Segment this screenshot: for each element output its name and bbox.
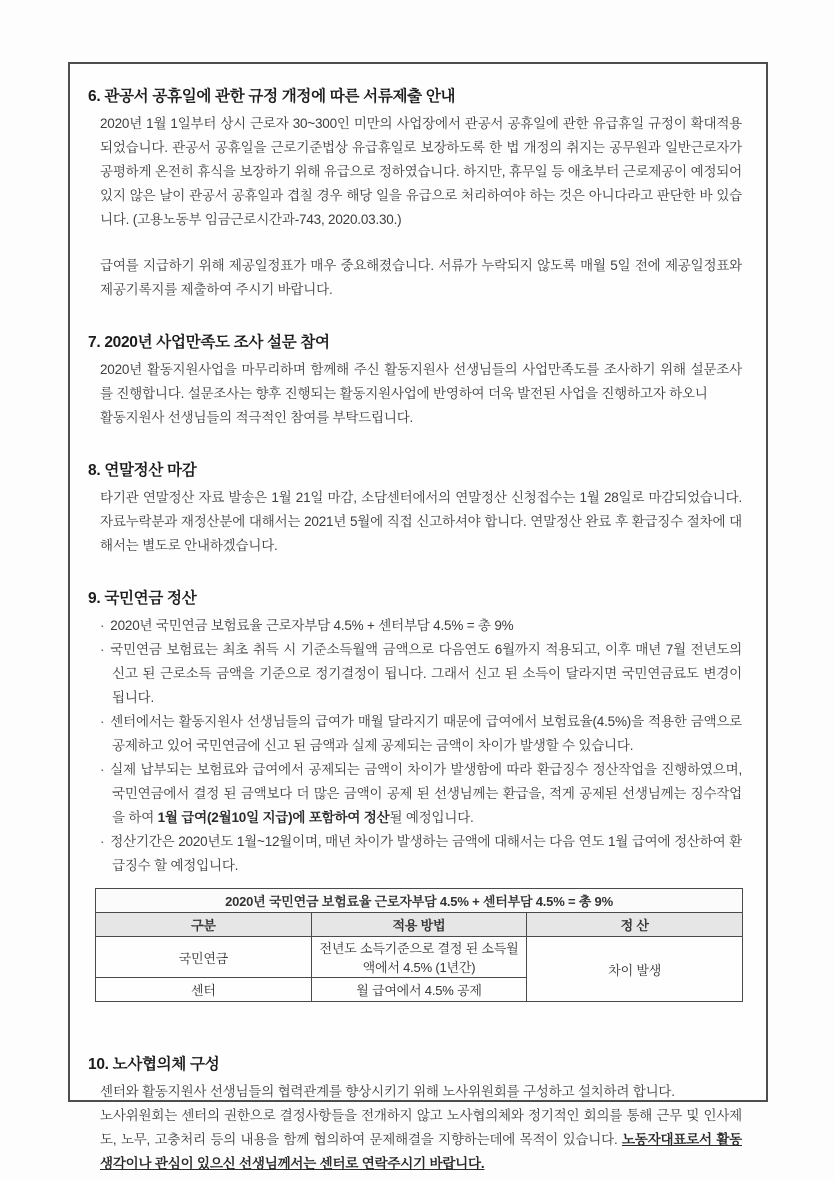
table-header-gubun: 구분 xyxy=(96,913,312,937)
section-6-paragraph-2: 급여를 지급하기 위해 제공일정표가 매우 중요해졌습니다. 서류가 누락되지 않도록 매월 5일 전에 제공일정표와 제공기록지를 제출하여 주시기 바랍니다. xyxy=(100,258,742,297)
bullet-item-premium-basis xyxy=(88,638,742,710)
table-row-pension xyxy=(96,937,743,978)
section-10-paragraph-2 xyxy=(88,1104,742,1176)
table-title-cell: 2020년 국민연금 보험료율 근로자부담 4.5% + 센터부담 4.5% = 총 9% xyxy=(96,889,743,913)
section-9-bullet-list xyxy=(88,614,742,878)
bullet-text-post: 될 예정입니다. xyxy=(389,810,474,825)
bullet-dot: · xyxy=(100,834,105,849)
section-9 xyxy=(88,588,742,1002)
table-header-row xyxy=(96,913,743,937)
pension-summary-table xyxy=(95,888,743,1002)
bullet-text-bold: 1월 급여(2월10일 지급)에 포함하여 정산 xyxy=(157,810,390,825)
bullet-dot: · xyxy=(100,714,105,729)
paragraph-text-pre: 노사위원회는 센터의 권한으로 결정사항들을 전개하지 않고 노사협의체와 정기적인 회의를 통해 근무 및 인사제도, 노무, 고충처리 등의 내용을 함께 협의하여 문제해결을 지향하는데에 목적이 있습니다. xyxy=(100,1108,742,1147)
bullet-dot: · xyxy=(100,762,105,777)
bullet-item-settlement-work xyxy=(88,758,742,830)
table-cell-center-method: 월 급여에서 4.5% 공제 xyxy=(311,978,527,1002)
table-cell-merged-result: 차이 발생 xyxy=(527,937,743,1002)
section-10-paragraph-1: 센터와 활동지원사 선생님들의 협력관계를 향상시키기 위해 노사위원회를 구성하고 설치하려 합니다. xyxy=(100,1084,675,1099)
paragraph-text-emphasis: 노동자대표로서 활동 생각이나 관심이 있으신 선생님께서는 센터로 연락주시기 바랍니다. xyxy=(100,1132,742,1171)
table-header-result: 정 산 xyxy=(527,913,743,937)
section-7 xyxy=(88,332,742,430)
bullet-text-pre: 실제 납부되는 보험료와 급여에서 공제되는 금액이 차이가 발생함에 따라 환급징수 정산작업을 진행하였으며, 국민연금에서 결정 된 금액보다 더 많은 금액이 공제 된 선생님께는 환급을, 적게 공제된 선생님께는 징수작업을 하여 xyxy=(110,762,742,825)
page-border-box xyxy=(68,62,768,1171)
section-6 xyxy=(88,86,742,302)
bullet-dot: · xyxy=(100,642,105,657)
table-cell-pension-label: 국민연금 xyxy=(96,937,312,978)
section-8-paragraph-1: 타기관 연말정산 자료 발송은 1월 21일 마감, 소담센터에서의 연말정산 신청접수는 1월 28일로 마감되었습니다. 자료누락분과 재정산분에 대해서는 2021년 5월에 직접 신고하셔야 합니다. 연말정산 완료 후 환급징수 절차에 대해서는 별도로 안내하겠습니다. xyxy=(100,490,742,553)
section-9-heading: 9. 국민연금 정산 xyxy=(88,590,197,607)
bullet-text: 국민연금 보험료는 최초 취득 시 기준소득월액 금액으로 다음연도 6월까지 적용되고, 이후 매년 7월 전년도의 신고 된 근로소득 금액을 기준으로 정기결정이 됩니다. 그래서 신고 된 소득이 달라지면 국민연금료도 변경이 됩니다. xyxy=(110,642,742,705)
bullet-item-rate xyxy=(88,614,742,638)
bullet-text: 2020년 국민연금 보험료율 근로자부담 4.5% + 센터부담 4.5% = 총 9% xyxy=(110,618,514,633)
section-10 xyxy=(88,1054,742,1176)
bullet-text: 정산기간은 2020년도 1월~12월이며, 매년 차이가 발생하는 금액에 대해서는 다음 연도 1월 급여에 정산하여 환급징수 할 예정입니다. xyxy=(110,834,742,873)
section-7-heading: 7. 2020년 사업만족도 조사 설문 참여 xyxy=(88,334,330,351)
bullet-dot: · xyxy=(100,618,105,633)
section-8-heading: 8. 연말정산 마감 xyxy=(88,462,197,479)
bullet-item-settlement-period xyxy=(88,830,742,878)
bullet-text: 센터에서는 활동지원사 선생님들의 급여가 매월 달라지기 때문에 급여에서 보험료율(4.5%)을 적용한 금액으로 공제하고 있어 국민연금에 신고 된 금액과 실제 공제되는 금액이 차이가 발생할 수 있습니다. xyxy=(110,714,742,753)
bullet-item-center-deduction xyxy=(88,710,742,758)
table-cell-pension-method: 전년도 소득기준으로 결정 된 소득월액에서 4.5% (1년간) xyxy=(311,937,527,978)
section-7-paragraph-1: 2020년 활동지원사업을 마무리하며 함께해 주신 활동지원사 선생님들의 사업만족도를 조사하기 위해 설문조사를 진행합니다. 설문조사는 향후 진행되는 활동지원사업에 반영하여 더욱 발전된 사업을 진행하고자 하오니 xyxy=(100,362,742,401)
table-cell-center-label: 센터 xyxy=(96,978,312,1002)
table-title-row xyxy=(96,889,743,913)
section-6-paragraph-1: 2020년 1월 1일부터 상시 근로자 30~300인 미만의 사업장에서 관공서 공휴일에 관한 유급휴일 규정이 확대적용 되었습니다. 관공서 공휴일을 근로기준법상 유급휴일로 보장하도록 한 법 개정의 취지는 공무원과 일반근로자가 공평하게 온전히 휴식을 보장하기 위해 유급으로 정하였습니다. 하지만, 휴무일 등 애초부터 근로제공이 예정되어 있지 않은 날이 관공서 공휴일과 겹칠 경우 해당 일을 유급으로 처리하여야 하는 것은 아니다라고 판단한 바 있습니다. (고용노동부 임금근로시간과-743, 2020.03.30.) xyxy=(100,116,742,227)
section-10-heading: 10. 노사협의체 구성 xyxy=(88,1056,220,1073)
table-header-method: 적용 방법 xyxy=(311,913,527,937)
section-8 xyxy=(88,460,742,558)
section-7-paragraph-2: 활동지원사 선생님들의 적극적인 참여를 부탁드립니다. xyxy=(100,410,414,425)
section-6-heading: 6. 관공서 공휴일에 관한 규정 개정에 따른 서류제출 안내 xyxy=(88,88,456,105)
